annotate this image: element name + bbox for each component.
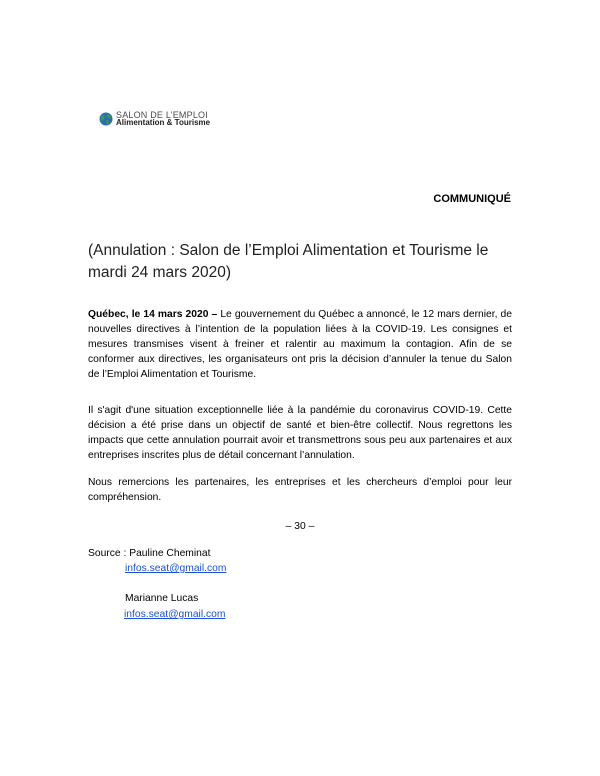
document-title: (Annulation : Salon de l’Emploi Alimentation et Tourisme le mardi 24 mars 2020) — [88, 242, 489, 281]
globe-logo-icon — [99, 112, 113, 126]
logo-subtitle: Alimentation & Tourisme — [116, 118, 211, 127]
paragraph-thanks: Nous remercions les partenaires, les entreprises et les chercheurs d’emploi pour leur compréhension. — [88, 477, 512, 503]
paragraph-context: Il s'agit d'une situation exceptionnelle liée à la pandémie du coronavirus COVID-19. Cette décision a été prise dans un objectif de santé et bien-être collectif. Nous regrettons les impacts que cette annulation pourrait avoir et transmettrons sous peu aux partenaires et aux entreprises inscrites plus de détail concernant l’annulation. — [88, 405, 512, 461]
communique-label: COMMUNIQUÉ — [433, 193, 511, 205]
source-line: Source : Pauline Cheminat — [88, 548, 211, 559]
logo-title: SALON DE L’EMPLOI — [116, 110, 208, 120]
salon-logo — [99, 111, 210, 127]
email-link-1[interactable]: infos.seat@gmail.com — [125, 563, 227, 574]
email-link-2[interactable]: infos.seat@gmail.com — [124, 609, 226, 620]
announcement-text: Le gouvernement du Québec a annoncé, le 12 mars dernier, de nouvelles directives à l’intention de la population liées à la COVID-19. Les consignes et mesures transmises visent à freiner et ralentir au maximum la contagion. Afin de se conformer aux directives, les organisateurs ont pris la décision d’annuler la tenue du Salon de l’Emploi Alimentation et Tourisme. — [88, 309, 512, 380]
contact-name-2: Marianne Lucas — [125, 593, 199, 604]
paragraph-announcement — [88, 307, 512, 382]
end-mark: – 30 – — [285, 521, 315, 532]
dateline: Québec, le 14 mars 2020 – — [88, 309, 218, 320]
